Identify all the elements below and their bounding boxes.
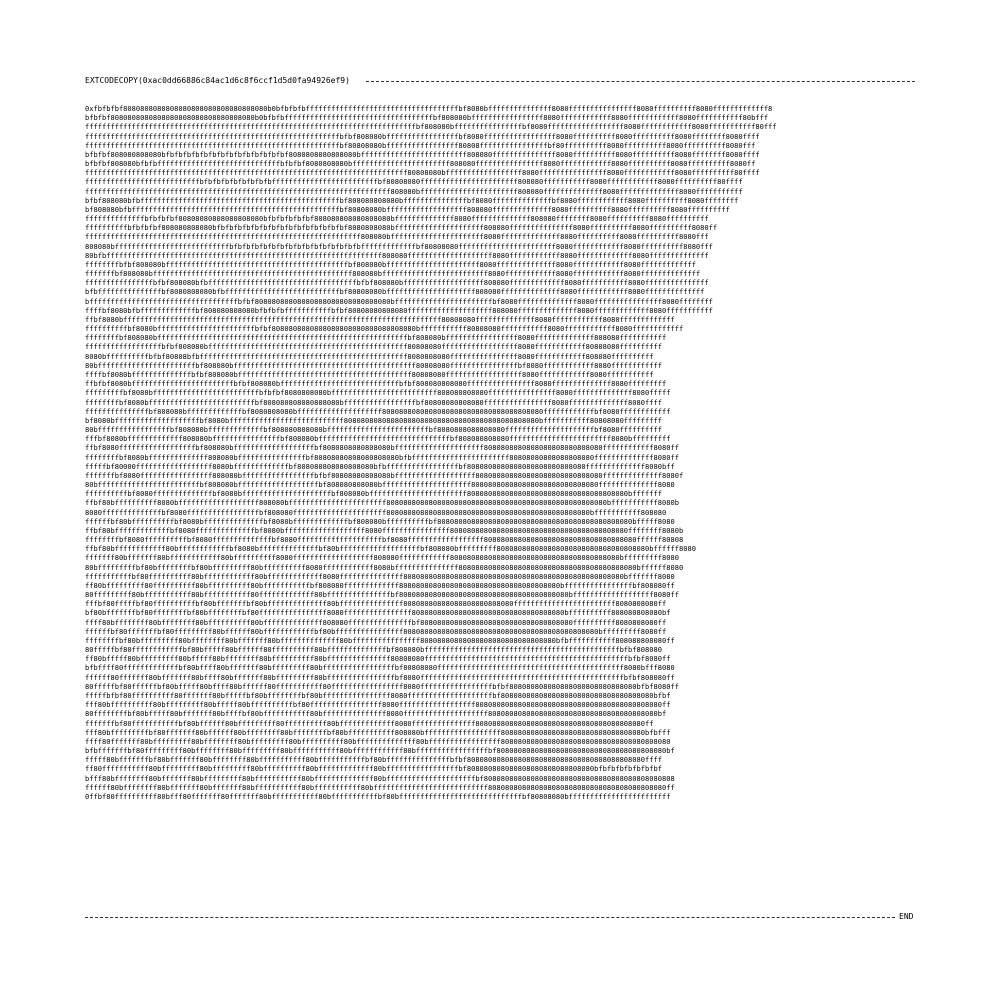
- hex-dump-line: 80fffffbf80ffffffbf80bfffff80bffff80bffffff80fffffffffff80fffffffffffffffff8080fffffffffffffffffbfbf808080808080808080808080808080bfbf8080ff: [85, 681, 679, 691]
- hex-dump-line: ff80bfffffffff80ffffffffff80bffffffffff80bfffffffffffbf808080fffffffffffff80808080808080808080808080808080808080bffffffffffffffffbf808080ff: [85, 580, 675, 590]
- hex-dump-line: ffffffffffffffffffffffffffffffffffffffffffffffffffffffffffffffffffffffff808080bfffffffffffffffffffffff808080ffffffffffffff8080ffffffffffffff8080fffffffffff: [85, 186, 743, 196]
- hex-dump-line: bfbfffffffbf80fffffffff80bffffffff80bfffffffff80bfffffffffff80bffffffffffff80bfffffffffffffffffbf8080808080808080808080808080808080808080bf: [85, 746, 675, 756]
- hex-dump-line: ffffffffbf80bfffffffff80bffffffff80bfffffff80bffffffffffffff80bffffffffffffffff80808080808080808080808080808080bfbfffffffffff808080808080ff: [85, 635, 675, 645]
- hex-dump-line: fff80bffffffffff80bfffffffff80bfffff80bffffffffffbf80fffffffffffffffff8080ffffffffffffffffff80808080808080808080808080808080808080808080ff: [85, 700, 671, 710]
- header-label: EXTCODECOPY(0xac0dd66886c84ac1d6c8f6ccf1d5d0fa94926ef9): [85, 76, 350, 85]
- hex-dump-line: 80bfffffffffffffffffffffffbf808080bfffffffffffffffffffffffffffffffffffffffffff80808080ffffffffffffffffbf8080ffffffffffff8080ffffffffffff: [85, 360, 662, 370]
- hex-dump-line: ffffffbf80fffffffbf80fffffffff80bffffff80bffffffffffffbf80bffffffffffffffff8080808080808080808080808080808080808080808080bfffffffff8080ff: [85, 626, 667, 636]
- footer-end-label: END: [899, 912, 914, 921]
- hex-dump-line: ffbfbf8080bffffffffffffffffffffffffbfbf808080bffffffffffffffffffffffffffffbfbf808080808080ffffffffffffffff8080ffffffffffffff8080fffffffff: [85, 379, 667, 389]
- hex-dump-line: fffff80bfffffffbf80bfffffff80bffffffff80bfffffffffff80bfffffffffffbf80bfffffffffffffffbfbf808080808080808080808080808080808080808080ffff: [85, 755, 662, 765]
- hex-dump-line: ffbf80bffffffffffff80bffffffffffffbf8080bffffffffffffffbf80bfffffffffffffffffffbf808080bfffffffff808080808080808080808080808080808080bffffff8080: [85, 544, 696, 554]
- hex-dump-line: fffffffffffffffffffffffffffffffffffffffffffffffffffffffffffffffff808080bffffffffffffffffffffff8080ffffffffffffff8080ffffffffff8080ffffffffff8080fff: [85, 232, 709, 242]
- hex-dump-line: ffbf80bffffffffff8080bfffffffffffffffffff808080bfffffffffffffffffffffff8080808080808080808080808080808080808080808080808080bfffffffffff8080b: [85, 498, 679, 508]
- hex-dump-line: fffffff80bfffffff80bffffffffffff80bffffffffff8080fffffffffffffffffff808080ffffffffffff8080808080808080808080808080808080808080bfffffffff8080: [85, 553, 679, 563]
- hex-dump-line: bfffffffffffffffffffffffffffffffffffbfbf80808080808080808080808080808080bfffffffffffffffffffffffbf8080ffffffffffffff8080ffffffffffffffff8080ffffffff: [85, 296, 713, 306]
- hex-dump-line: ffffffffffffffffbfbf808080bfbfffffffffffffffffffffffffffffffffffbfbf808080bfffffffffffffffffff808080fffffffffffff8080fffffffffff8080fffffffffffffff: [85, 278, 709, 288]
- hex-dump-line: ffffffffffffffbfbfbfbf80808080808080808080bfbfbfbfbfbf808080808080808080bffffffffffffff8080ffffffffffffff808080ffffffff8080ffffffffff8080ffffffffff: [85, 214, 709, 224]
- header-dashed-rule: [366, 81, 915, 82]
- hex-dump-line: ffffffffffffffffffffffffffffffffffffffffffffffffffffffffffffffffffffffffffffffbf808080bffffffffffffffffbf8080ffffffffffffffffff8080ffffffffffff8080fffffffffff80fff: [85, 122, 777, 132]
- hex-dump-line: ffffffffbf8080ffffffffffbf8080ffffffffffffffbf8080ffffffffffffffffffffbf8080ffffffffffffffffff808080808080808080808080808080808080ffffff80808: [85, 535, 684, 545]
- hex-dump-line: ff80fffffffffff80bfffffffff80bfffffffff80bffffffffff80bfffffffffffff80bfffffffffffffffffbf808080808080808080808080808080bfbfbfbfbfbfbfbf: [85, 764, 662, 774]
- hex-dump-line: bfbfbf808080bfbfbfffffffffffffffffffffffffffffbfbfbf8080808080bfffffffffffffffffffffff808080ffffffffffffffff8080ffffffffffff8080ffffffffff8080ffffffffff8080ff: [85, 159, 756, 169]
- hex-dump-line: 80fffffffff80bfffffffffff80bfffffffffff80fffffffffffff80bfffffffffffffffbf8080808080808080808080808080808080808080bfffffffffffffffffff8080ff: [85, 590, 679, 600]
- hex-dump-line: bf808080bfbfffffffffffffffffffffffffffffffffffffffffffffffffbf80808080bfffffffffffffffffff808080ffffffffffffff8080ffffffffff8080ffffffffff8080ffffffffff: [85, 204, 730, 214]
- hex-dump-line: ffffffffffbf8080ffffffffffffffbf8080bfffffffffffffffffffffbf808080bfffffffffffffffffffffff80808080808080808080808080808080808080bfffffff: [85, 489, 662, 499]
- hex-dump-line: 8080bffffffffffbfbf80808bfbfffffffffffffffffffffffffffffffffffffffffffffffff8080808080ffffffffffffffff8080ffffffffffff808080ffffffffff: [85, 351, 654, 361]
- hex-dump-line: fffffffffffbf80ffffffffff80bffffffffffff80bfffffffffffff8080fffffffffffffff8080808080808080808080808080808080808080808080808080bfffffff8080: [85, 571, 675, 581]
- hex-dump-line: bfbfbf808080808080bfbfbfbfbfbfbfbfbfbfbfbfbfbfbf8080808080808080bfffffffffffffffffffffffff808080fffffffffffffff8080ffffffffff8080ffffffffff8080ffffffff8080ffff: [85, 149, 760, 159]
- hex-dump-line: ffffbf8080bffffffffffffffbfbf808080bfffffffffffffffffffffffffffffffffffffffff80808080ffffffffffffffffff8080ffffffffffff8080fffffffffff: [85, 369, 654, 379]
- hex-dump-line: fffffbf80000ffffffffffffffffff8080bfffffffffffffbf808080808080808080bfbfffffffffffffffffbf8080808080808080808080808080ffffffffffffff8080bff: [85, 461, 675, 471]
- hex-dump-line: 80fffffbf80ffffffffffffbf80bfffff80bffffff80ffffffffff80bffffffffffffffbf808080bffffffffffffffffffffffffffffffffffffffffffffffbfbf808080: [85, 645, 662, 655]
- hex-dump-line: ffffffffffffffffffffffffffffffffffffffffffffffffffffffffffffbf80808080bfffffffffffffffff80808ffffffffffffffffbf80ffffffffff8080ffffffffff8080ffffffffff8080fff: [85, 140, 756, 150]
- hex-dump-line: 0ffbf80ffffffffff80bfff80fffffff80fffffff80bfffffffffff80bfffffffffffbf80bfffffffffffffffffffffffffffffbf80808080bffffffffffffffffffffffff: [85, 791, 671, 801]
- hex-dump-line: ffff80bffffffff80bffffffff80bffffffffff80bffffffffffffff808080fffffffffffffffbf808080808080808080808080808080808080ffffffffff8080808080ff: [85, 617, 667, 627]
- hex-dump-line: 0xfbfbfbf8080808080808080808080808080808080b0bfbfbfbffffffffffffffffffffffffffffffffffffbf8080bfffffffffffffff8080ffffffffffffffff8080ffffffffff8080fffffffffffff8: [85, 104, 773, 113]
- hex-dump-line: bfbf808080bfbfffffffffffffffffffffffffffffffffffffffffffffffbf808080808080bfffffffffffffffbf8080ffffffffffffffbf8080ffffffffffff8080ffffffffff8080ffffffff: [85, 195, 739, 205]
- hex-dump-line: ffffffffbf8080bffffffffffffff808080bffffffffffffffffbf80808080808080808080bfbfffffffffffffffffffffff80808080808080808080ffffffffffffff8080ff: [85, 452, 679, 462]
- hex-dump-line: fffffffffffffffbf808080bfffffffffffffbf8080808080bffffffffffffffffffff80808080808080808080808080808080808080ffffffffffffbf8080ffffffffffff: [85, 406, 671, 416]
- hex-dump-line: ffffffffffbf8080bfffffffffffffffffffffffbfbf8080808080808080808080808080808080bfffffffffff80808080fffffffffff8080ffffffffffff8080ffffffffffff: [85, 324, 684, 334]
- hex-dump-line: ffffffffffffffffffffffffffffffffffffffffffffffffffffffffffffffffffffffffffff80808080bffffffffffffffffff8080ffffffffffffffff8080ffffffffffff8080ffffffffff80ffff: [85, 168, 760, 178]
- hex-dump-line: ffffbf8080bfbfffffffffffffbf808080808080bfbfbfbfffffffffffbfbf80808080808080ffffffffffffffffffff808080ffffffffffffff8080fffffffffffff8080fffffffffff: [85, 305, 713, 315]
- hex-dump-line: ffbf80bfffffffffffffbf8080ffffffffffffffbf8080bfffffffffffffffffff8080ffffffffffffffff808080808080808080808080808080808080808080ffffffff8080b: [85, 525, 684, 535]
- hex-dump-line: fff80bfffffffffbf80fffffff80bffffff80bffffffff80bffffffffbf80bfffffffffff808080bffffffffffffffffff8080808080808080808080808080808080bfbfff: [85, 727, 671, 737]
- hex-dump-line: ffff80fffffff80bfffffffff80bffffffff80bfffffffff80bffffffffff80bffffffffffffff80bfffffffffffffffff8080808080808080808080808080808080808080: [85, 736, 671, 746]
- hex-dump-line: fffffffbf8080fffffffffffffffff808080bfffffffffffffffffbfbf80808080808080bfffffffffffffffffff808080808080808080808080808080ffffffffffffff8080f: [85, 470, 684, 480]
- hex-dump-line: ffffffbf80bffffffffffbf8080bffffffffffffffbf8080bfffffffffffffbf808080bffffffffffbf8080808080808080808080808080808080808080808080bfffff8080: [85, 516, 675, 526]
- footer-dashed-rule: [85, 917, 895, 918]
- hex-dump-line: 80bfffffffffffffffffbf808080bfffffffffffffbf808080808080bffffffffffffffffffffffffbf8080808080808080fffffffffffffffffffffbf8080ffffffffff: [85, 425, 662, 435]
- hex-dump-line: ffbf8080bfffffffffffffffffffffffffffffffffffffffffffffffffffffffffffffffffffffffffff80808080ffffffffffffff8080ffffffffffff8080fffffffffffff: [85, 314, 675, 324]
- hex-dump-line: ffffffffffffffffffffffffffffffffffffffffffffffffffffffffffffbfbf808080bfffffffffffffffffbf8080fffffffffffffffff8080ffffffffff8080ffffffffff8080ffffffff8080ffff: [85, 131, 760, 141]
- hex-dump-line: ffffffffbf8080bfffffffffffffffffffffffffbf808080808080808080bfffffffffffffffffbf80808080808080ffffffffffffffff8080ffffffffffffff8080ffff: [85, 397, 662, 407]
- hex-dump-line: bfbffff80fffffffffffffbf80bffff80bfffffff80bfffffffff80bfffffffffffffffffbf80808080ffffffffffffffffffffffffffffffffffffffffffff8080bfff8080: [85, 663, 675, 673]
- hex-dump-line: 80bfbfffffffffffffffffffffffffffffffffffffffffffffffffffffffffffffffff808080ffffffffffffffffffff8080ffffffffffff8080fffffffffffff8080ffffffffffffff: [85, 250, 709, 260]
- hex-dump-line: bf80bfffffffbf80ffffffffbf80bffffffffbf80ffffffffffffffff8080ffffffffffffffff808080808080808080808080808080808080bffffffffff808080808080bf: [85, 608, 671, 618]
- hex-dump-line: ffffffffffffffffffbfbf808080bfffffffffffffffffffffffffffffffffffffffffffffff80808080ffffffffffffffffff8080ffffffffffff80808080ffffffffff: [85, 342, 662, 352]
- hex-dump-line: ffffffffffbfbfbfbf808080808080bfbfbfbfbfbfbfbfbfbfbfbfbfbfbfbf8080808080bfffffffffffffffffffff808080fffffffffffffff8080ffffffffff8080ffffffffff8080ff: [85, 223, 718, 233]
- hex-dump-line: ffbf8080ffffffffffffffffffbf808080bfffffffffffffffffffbf8080808080808080bfffffffffffffffffffff8080808080808080808080808080ffffffffffff8080ff: [85, 443, 679, 453]
- bytecode-hex-dump: [85, 104, 915, 894]
- hex-dump-line: fffffffbf808080bfffffffffffffffffffffffffffffffffffffffffffffff808080bfffffffffffffffffffffffff8080ffffffffffff8080ffffffffffff8080ffffffffffffff: [85, 269, 701, 279]
- hex-dump-line: fffffffbf80fffffffffffbf80bffffff80bfffffffff80ffffffffff80bfffffffffffff8080fffffffffffffff8080808080808080808080808080808080808080ff: [85, 718, 654, 728]
- hex-dump-line: bfff80bffffffff80bfffffff80bfffffffff80bfffffffffff80bffffffffffffff80bfffffffffffffffffffffbf808080808080808080808080808080808080808080808: [85, 773, 675, 783]
- hex-dump-line: ffffff80bffffffff80bfffffff80bfffffff80bfffffffffff80bfffffffffff80bfffffffffffffffffffffffffff808080808080808080808080808080808080808080ff: [85, 782, 675, 792]
- hex-dump-line: 8080ffffffffffffffbf8080fffffffffffffffffbf808080ffffffffffffffffffffff808080808080808080808080808080808080808080808080bfffffffffff808080: [85, 507, 667, 517]
- hex-dump-line: 808080bfffffffffffffffffffffffffffbfbfbfbfbfbfbfbfbfbfbfbfbfbfbfbfffffffffffffbf80808080fffffffffffffffffffffff8080ffffffffffff8080ffffffffff8080fff: [85, 241, 713, 251]
- hex-dump-line: ffffffffbfbf808080bfffffffffffffffffffffffffffffffffffffffffffbf808080bffffffffffffffffffffff8080ffffffffffffff8080ffffffffffff8080fffffffffffff: [85, 259, 696, 269]
- hex-dump-line: fffffbfbf80ffffffffff80fffffff80bfffffbf80bffffffffbf80bffffffffffffffff8080ffffffffffffffffffffbf808080808080808080808080808080808080bfbf: [85, 691, 671, 700]
- hex-dump-line: ffffffffbf808080bfffffffffffffffffffffffffffffffffffffffffffffffffffffffffffbf808080bfffffffffffffffff8080ffffffffffffff808080fffffffffff: [85, 333, 667, 343]
- hex-dump-line: fffffffffbf8080bfffffffffffffffffffffffffbfbfbf8080808080bfffffffffffffffffffffffff808080808080ffffffffffffffff8080ffffffffffffff8080fffff: [85, 388, 671, 398]
- hex-dump-line: fffffffffffffffffffffffffffbfbfbfbfbfbfbfbfbfffffffffffffffffffffffffbf80808080fffffffffffffffffffffff808080fffffffffff8080ffffffffffff8080ffffffffff80ffff: [85, 177, 743, 187]
- hex-dump-line: 80bffffffffffffffffffffffffbf808080bfffffffffffffffffffbf808080808080bfffffffffffffffffffff808080808080808080808080808080ffffffffffffff8080: [85, 480, 675, 490]
- hex-dump-line: bfbfbf8080808080808080808080808080808080b0bfbfbfffffffffffffffffffffffffffffffffffbf808080bfffffffffffffffff8080ffffffffffff8080ffffffffffff8080fffffffffff80bfff: [85, 113, 769, 123]
- hex-dump-line: bfbfffffffffffffffbf8080808080bfbfffffffffffffffffffffffffffbf80808080bfffffffffffffffffffff808080ffffffffffffff8080ffffffffffff8080ffffffffffffff: [85, 287, 705, 297]
- hex-dump-line: fffbf8080bfffffffffffff808080bffffffffffffffffbf808080bfffffffffffffffffffffffffffffffbf808080808080ffffffffffffffffffffffff8080bfffffffff: [85, 434, 671, 444]
- hex-dump-line: ff80bfffff80bfffffffff80bfffff80bffffffff80bffffffffff80bfffffffffffffff80808080ffffffffffffffffffffffffffffffffffffffffffffffffbfbf8080ff: [85, 654, 671, 664]
- hex-dump-line: 80ffffffffbf80bfffff80bfffffff80bffffbf80bfffffffffff80bfffffffffffffff8080ffffffffffffffffffff8080808080808080808080808080808080808080bf: [85, 709, 667, 719]
- hex-dump-line: ffffff80fffffff80bfffffff80bffff80bfffffff80bfffffffff80bffffffffffffffffbf8080ffffffffffffffffffffffffffffffffffffffffffffffffbfbf808080ff: [85, 672, 675, 682]
- hex-dump-line: 80bfffffffffbf80bffffffffbf80bfffffffff80bffffffffff8080ffffffffffff8080bfffffffffffffff808080808080808080808080808080808080808080bffffff8080: [85, 562, 684, 572]
- hex-dump-line: bf8080bffffffffffffffffffffbf8080bfffffffffffffffffffffffffff8080808080808080808080808080808080808080808080bfffffffffff80808080fffffffff: [85, 415, 662, 425]
- hex-dump-line: fffbf80fffffbf80ffffffffffbf80bfffffffbf80bffffffffffffff80bfffffffffffffff80808080808080808080808080ffffffffffffffffffffffff8080808080ff: [85, 599, 667, 609]
